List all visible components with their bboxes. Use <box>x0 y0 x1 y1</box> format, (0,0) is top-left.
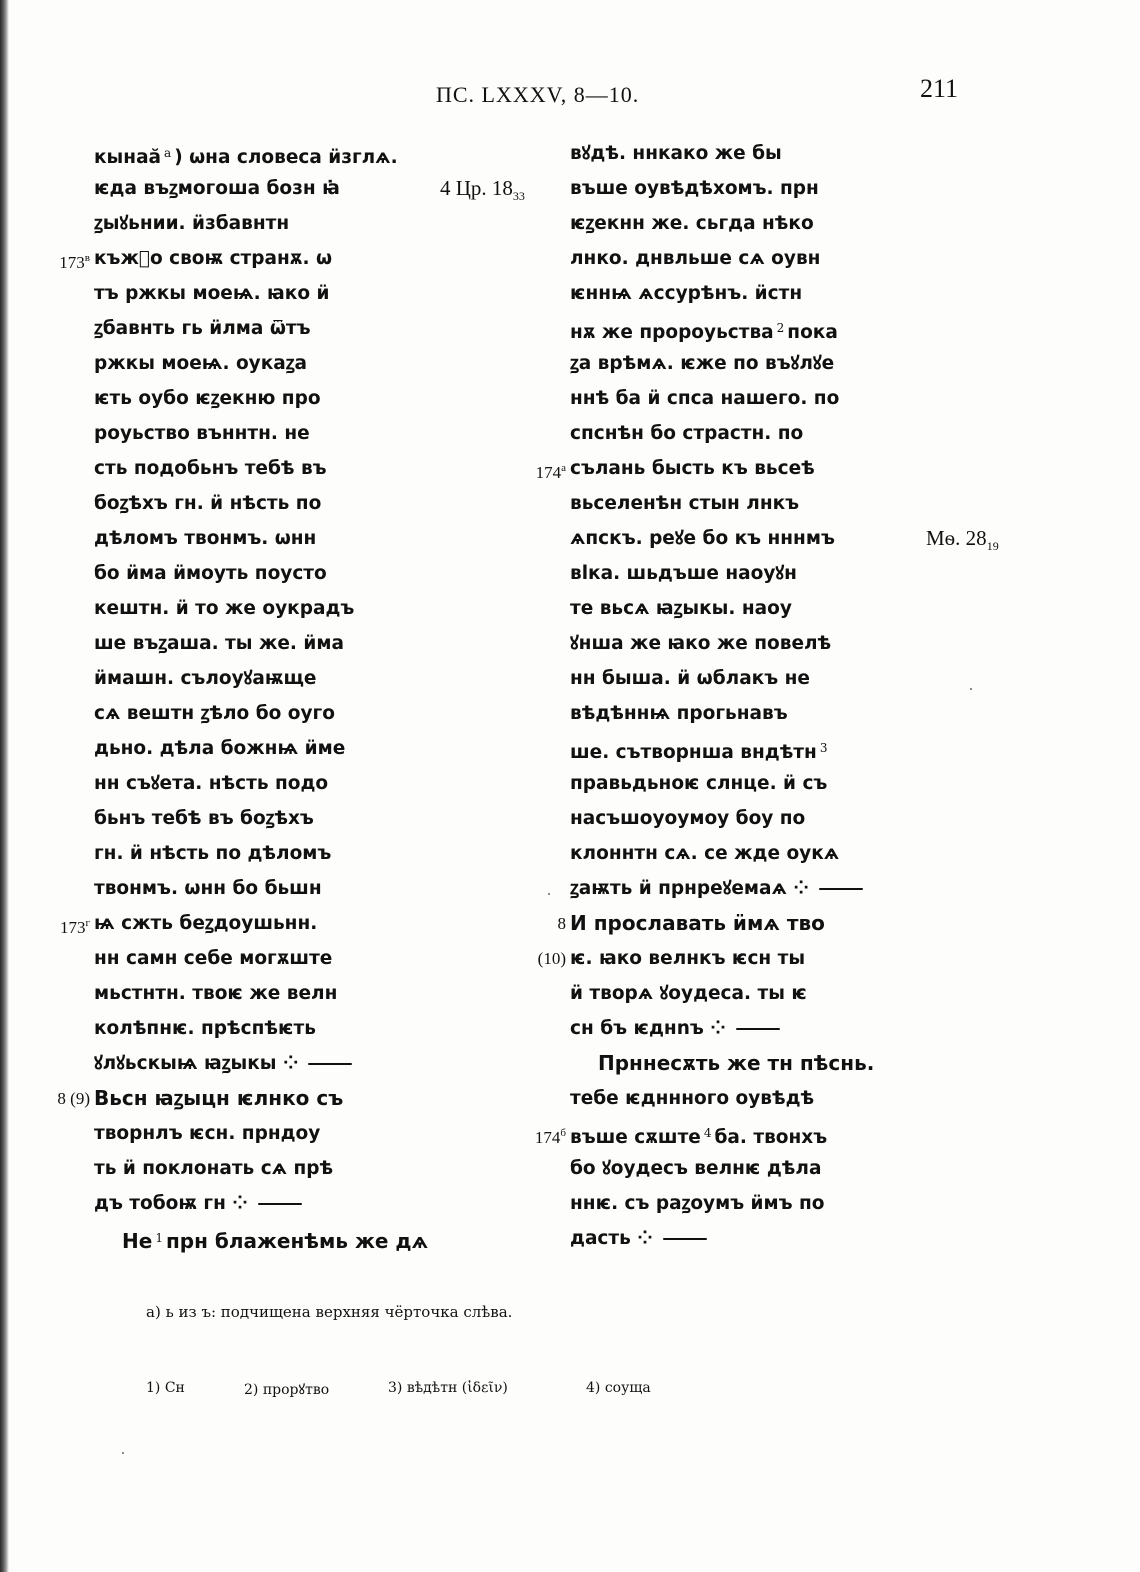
text-line <box>570 206 870 241</box>
text-line <box>94 1221 429 1256</box>
footnote-ref: 2 <box>776 321 785 335</box>
line-text: ѧпскъ. реꙋе бо къ нннмъ <box>570 528 835 549</box>
text-line <box>537 941 870 976</box>
text-line <box>57 1081 424 1116</box>
text-line <box>570 1046 875 1081</box>
line-text: ѥꙁекнн же. сьгда нѣко <box>570 213 814 234</box>
text-line <box>570 311 870 346</box>
text-line <box>570 556 870 591</box>
text-line <box>94 661 424 696</box>
line-text: бо ꙋоудесъ велнѥ дѣла <box>570 1158 822 1179</box>
line-text: нн быша. ӥ ѡблакъ не <box>570 668 810 689</box>
text-line <box>94 556 424 591</box>
text-line <box>570 731 870 766</box>
line-text: ѩ сжть беꙁдоушьнн. <box>94 913 318 934</box>
text-line <box>570 661 870 696</box>
line-text-tail: ба. твонхъ <box>714 1127 828 1148</box>
line-text: мьстнтн. твоѥ же велн <box>94 983 338 1004</box>
line-text: ѥннѩ ѧссурѣнъ. ӥстн <box>570 283 803 304</box>
line-text-tail: прн блаженѣмь же дѧ <box>165 1229 429 1253</box>
end-dash <box>663 1238 707 1240</box>
variant-reading-2: 2) прорꙋтво <box>244 1382 330 1398</box>
line-text-tail: пока <box>787 322 838 343</box>
line-text: колѣпнѥ. прѣспѣѥть <box>94 1018 316 1039</box>
line-text: ѥть оубо ѥꙁекню про <box>94 388 321 409</box>
text-line <box>94 1046 424 1081</box>
line-text: те вьсѧ ꙗꙁыкы. наоу <box>570 598 792 619</box>
line-text: роуьство въннтн. не <box>94 423 310 444</box>
line-text: ꙁыꙋьнии. ӥзбавнтн <box>94 213 290 234</box>
folio-marker-text: 173 <box>59 918 86 937</box>
text-line <box>570 241 870 276</box>
text-line <box>570 1151 870 1186</box>
line-text: твонмъ. ѡнн бо бьшн <box>94 878 322 899</box>
right-text-column <box>534 136 999 1256</box>
line-text: дасть ⁘ <box>570 1228 653 1249</box>
line-text: нн самн себе могѫште <box>94 948 333 969</box>
text-line <box>94 1011 424 1046</box>
text-line <box>94 836 424 871</box>
text-line <box>570 1011 870 1046</box>
text-line <box>570 766 870 801</box>
cross-reference-sub: 19 <box>986 539 999 554</box>
variant-reading-3: 3) вѣдѣтн (ἰδεῖν) <box>388 1380 508 1396</box>
line-text: сѧ вештн ꙁѣло бо оуго <box>94 703 335 724</box>
line-text: ржкы моеѩ. оукаꙁа <box>94 353 307 374</box>
text-line <box>94 1186 424 1221</box>
line-text: ӥ творѧ ꙋоудеса. ты ѥ <box>570 983 807 1004</box>
text-line <box>570 976 870 1011</box>
footnote-ref: а <box>164 146 172 160</box>
line-text: нн съꙋета. нѣсть подо <box>94 773 329 794</box>
line-text: бо ӥма ӥмоуть поусто <box>94 563 327 584</box>
text-line <box>570 836 870 871</box>
folio-marker-text: 8 <box>557 914 566 933</box>
text-line <box>570 871 870 906</box>
text-line <box>570 1221 870 1256</box>
text-line <box>94 171 525 206</box>
text-line <box>94 206 424 241</box>
line-text: ꙁаѭть ӥ прнреꙋемаѧ ⁘ <box>570 878 809 899</box>
text-line <box>94 486 424 521</box>
line-text: лнко. днвльше сѧ оувн <box>570 248 821 269</box>
page-edge-shadow <box>0 0 9 1572</box>
paper-speck <box>548 893 550 895</box>
cross-reference <box>440 171 525 214</box>
folio-marker <box>59 241 90 280</box>
page-number: 211 <box>920 74 959 103</box>
text-line <box>570 346 870 381</box>
text-line <box>59 906 424 941</box>
text-line <box>570 416 870 451</box>
text-line <box>59 241 424 276</box>
line-text-tail: ) ѡна словеса ӥзглѧ. <box>174 147 398 168</box>
line-text: бьнъ тебѣ въ боꙁѣхъ <box>94 808 314 829</box>
text-line <box>94 626 424 661</box>
folio-marker-sup: а <box>561 462 566 474</box>
text-line <box>94 801 424 836</box>
text-line <box>94 451 424 486</box>
footnote-ref: 1 <box>155 1231 163 1245</box>
text-line <box>94 346 424 381</box>
line-text: спснѣн бо страстн. по <box>570 423 804 444</box>
text-line <box>94 276 424 311</box>
line-text: Прннесѫть же тн пѣснь. <box>598 1051 875 1075</box>
folio-marker-text: 8 (9) <box>57 1089 90 1108</box>
line-text: ꙁбавнть гь ӥлма ѿтъ <box>94 318 311 339</box>
line-text: Не <box>122 1229 153 1253</box>
line-text: сть подобьнъ тебѣ въ <box>94 458 327 479</box>
text-line <box>94 381 424 416</box>
line-text: гн. ӥ нѣсть по дѣломъ <box>94 843 332 864</box>
paper-speck <box>122 1452 124 1454</box>
line-text: ӥмашн. сълоуꙋаѭще <box>94 668 317 689</box>
line-text: вѣдѣннѩ прогьнавъ <box>570 703 788 724</box>
line-text: ть ӥ поклонать сѧ прѣ <box>94 1158 334 1179</box>
line-text: въше оувѣдѣхомъ. прн <box>570 178 819 199</box>
end-dash <box>819 888 863 890</box>
line-text: нѫ же пророуьства <box>570 322 774 343</box>
line-text: ннѥ. съ раꙁоумъ ӥмъ по <box>570 1193 825 1214</box>
text-line <box>94 311 424 346</box>
text-line <box>570 486 870 521</box>
folio-marker-text: 174 <box>535 463 562 482</box>
line-text: боꙁѣхъ гн. ӥ нѣсть по <box>94 493 322 514</box>
line-text: вlка. шьдъше наоуꙋн <box>570 563 797 584</box>
text-line <box>94 416 424 451</box>
line-text: ѥда въꙁмогоша бозн ꙗ̇ <box>94 178 340 199</box>
line-text: тъ ржкы моеѩ. ꙗко ӥ <box>94 283 330 304</box>
folio-marker-sup: г <box>85 917 90 929</box>
line-text: тебе ѥдннного оувѣдѣ <box>570 1088 815 1109</box>
line-text: ннѣ ба ӥ спса нашего. по <box>570 388 840 409</box>
line-text: ꙁа врѣмѧ. ѥже по въꙋлꙋе <box>570 353 835 374</box>
footnote-ref: 3 <box>819 741 828 755</box>
text-line <box>94 136 424 171</box>
cross-reference-text: Мѳ. 28 <box>926 526 987 550</box>
folio-marker-text: 173 <box>59 253 85 272</box>
line-text: къжⷣо своѭ странѫ. ѡ <box>94 248 333 269</box>
running-title: ПС. LXXXV, 8—10. <box>436 82 640 107</box>
variant-reading-1: 1) Сн <box>146 1380 185 1396</box>
line-text: кынаӑ <box>94 147 162 168</box>
end-dash <box>258 1203 302 1205</box>
folio-marker <box>60 906 90 945</box>
folio-marker-sup: б <box>560 1127 566 1139</box>
line-text: клоннтн сѧ. се жде оукѧ <box>570 843 840 864</box>
end-dash <box>736 1028 780 1030</box>
text-line <box>570 171 870 206</box>
text-line <box>94 1151 424 1186</box>
text-line <box>570 1081 870 1116</box>
variant-reading-4: 4) соуща <box>586 1380 651 1396</box>
line-text: ше въꙁаша. ты же. ӥма <box>94 633 344 654</box>
text-line <box>570 696 870 731</box>
end-dash <box>308 1063 352 1065</box>
text-line <box>570 381 870 416</box>
line-text: вꙋдѣ. ннкако же бы <box>570 143 782 164</box>
text-line <box>94 696 424 731</box>
text-line <box>557 906 870 941</box>
text-line <box>570 136 870 171</box>
folio-marker-text: (10) <box>537 949 566 968</box>
cross-reference <box>926 521 999 564</box>
line-text: насъшоуоумоу боу по <box>570 808 806 829</box>
text-line <box>94 521 424 556</box>
folio-marker-text: 174 <box>534 1128 561 1147</box>
line-text: ше. сътворнша вндѣтн <box>570 742 817 763</box>
text-line <box>94 976 424 1011</box>
apparatus-note: а) ь из ъ: подчищена верхняя чёрточка слѣва. <box>146 1303 513 1321</box>
line-text: ꙋнша же ꙗко же повелѣ <box>570 633 832 654</box>
text-line <box>94 591 424 626</box>
text-line <box>94 871 424 906</box>
cross-reference-text: 4 Цр. 18 <box>440 176 513 200</box>
folio-marker <box>558 906 567 941</box>
text-line <box>570 1186 870 1221</box>
folio-marker <box>57 1081 90 1116</box>
line-text: ꙋлꙋьскыѩ ꙗꙁыкы ⁘ <box>94 1053 299 1074</box>
line-text: вьселенѣн стын лнкъ <box>570 493 800 514</box>
text-line <box>570 801 870 836</box>
text-line <box>534 1116 870 1151</box>
line-text: въше сѫште <box>570 1127 701 1148</box>
line-text: сн бъ ѥднnъ ⁘ <box>570 1018 726 1039</box>
folio-marker-sup: в <box>84 252 90 264</box>
left-text-column <box>57 136 525 1256</box>
line-text: дѣломъ твонмъ. ѡнн <box>94 528 317 549</box>
line-text: дъ тобоѭ гн ⁘ <box>94 1193 248 1214</box>
text-line <box>570 276 870 311</box>
folio-marker <box>536 451 566 490</box>
folio-marker <box>535 1116 566 1155</box>
text-line <box>94 731 424 766</box>
text-line <box>570 591 870 626</box>
paper-speck <box>970 688 972 690</box>
line-text: И прославать ӥмѧ тво <box>570 911 825 935</box>
text-line <box>570 521 999 556</box>
line-text: кештн. ӥ то же оукрадъ <box>94 598 355 619</box>
line-text: ѥ. ꙗко велнкъ ѥсн ты <box>570 948 806 969</box>
line-text: дьно. дѣла божнѩ ӥме <box>94 738 346 759</box>
text-line <box>570 626 870 661</box>
line-text: сълань бысть къ вьсеѣ <box>570 458 815 479</box>
text-line <box>535 451 870 486</box>
line-text: правьдьноѥ слнце. ӥ съ <box>570 773 828 794</box>
footnote-ref: 4 <box>703 1126 712 1140</box>
text-line <box>94 941 424 976</box>
line-text: Вьсн ꙗꙁыцн ѥлнко съ <box>94 1086 344 1110</box>
text-line <box>94 766 424 801</box>
line-text: творнлъ ѥсн. прндоу <box>94 1123 321 1144</box>
text-line <box>94 1116 424 1151</box>
folio-marker <box>538 941 566 976</box>
cross-reference-sub: 33 <box>512 189 525 204</box>
